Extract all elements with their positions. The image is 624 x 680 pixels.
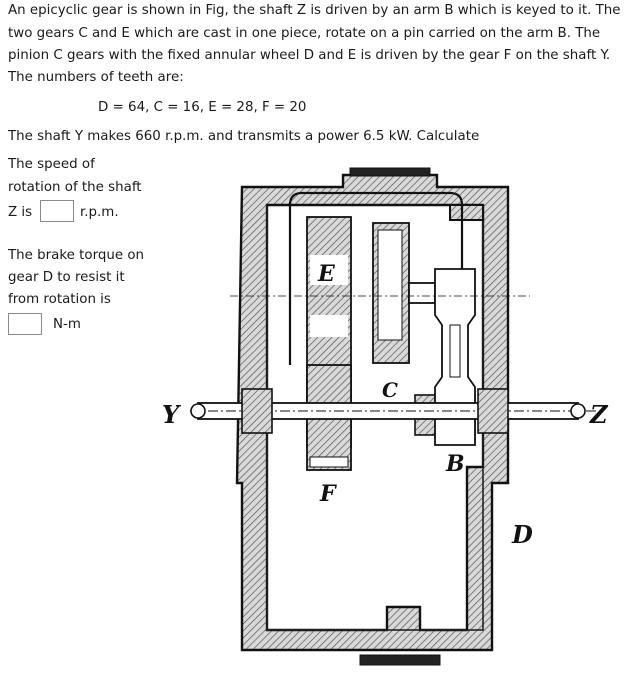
left-bearing [242, 389, 272, 433]
problem-line-2: two gears C and E which are cast in one piece, rotate on a pin carried on the arm B. The [8, 26, 601, 41]
right-bearing [478, 389, 508, 433]
question1-unit: r.p.m. [80, 205, 119, 220]
given-data: The shaft Y makes 660 r.p.m. and transmits a power 6.5 kW. Calculate [8, 129, 480, 144]
upper-rim [267, 205, 483, 220]
arm-b-slot [450, 325, 460, 377]
label-e: E [318, 261, 335, 287]
label-c: C [382, 378, 398, 402]
label-y: Y [162, 400, 180, 429]
label-z: Z [590, 400, 608, 429]
shaft-z-end [571, 404, 585, 418]
question2-unit: N-m [53, 317, 81, 332]
base-foot [360, 655, 440, 665]
teeth-numbers: D = 64, C = 16, E = 28, F = 20 [98, 100, 307, 115]
label-f: F [320, 481, 336, 507]
question1-prefix: Z is [8, 205, 33, 220]
gear-f-tip [310, 457, 348, 467]
top-boss [350, 168, 430, 176]
shaft-z-speed-input[interactable] [40, 200, 74, 222]
question2-line-1: The brake torque on [8, 248, 145, 263]
problem-line-3: pinion C gears with the fixed annular wheel D and E is driven by the gear F on the shaft Y. [8, 48, 611, 63]
gear-c-window [378, 230, 402, 340]
label-d: D [512, 520, 533, 549]
problem-line-1: An epicyclic gear is shown in Fig, the shaft Z is driven by an arm B which is keyed to it. The [8, 3, 621, 18]
epicyclic-gear-figure [150, 165, 624, 677]
question2-line-2: gear D to resist it [8, 270, 125, 285]
question1-line-2: rotation of the shaft [8, 180, 142, 195]
question1-line-1: The speed of [8, 157, 95, 172]
question2-line-3: from rotation is [8, 292, 111, 307]
problem-line-4: The numbers of teeth are: [8, 70, 184, 85]
shaft-y-end [191, 404, 205, 418]
pin [409, 283, 435, 303]
gear-e-gap [310, 315, 348, 337]
brake-torque-input[interactable] [8, 313, 42, 335]
label-b: B [446, 451, 465, 477]
